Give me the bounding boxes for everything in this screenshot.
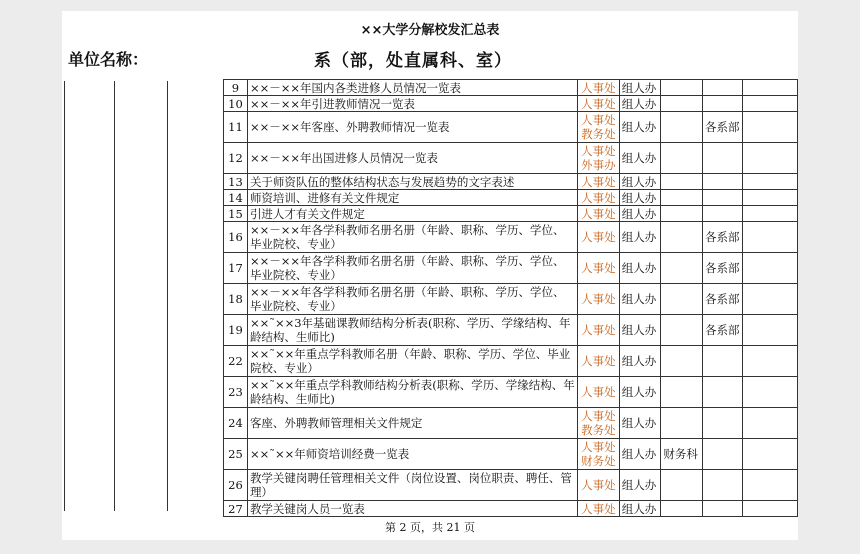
coop-dept: 组人办 <box>619 174 661 190</box>
row-number: 24 <box>224 408 248 439</box>
dept-column-4: 各系部 <box>703 112 743 143</box>
empty-cell <box>742 439 797 470</box>
row-description: ××˜××年师资培训经费一览表 <box>247 439 577 470</box>
row-number: 16 <box>224 222 248 253</box>
coop-dept-2 <box>661 377 703 408</box>
table-row <box>224 501 798 517</box>
row-description: 客座、外聘教师管理相关文件规定 <box>247 408 577 439</box>
row-number: 11 <box>224 112 248 143</box>
table-row <box>224 80 798 96</box>
row-description: ××－××年各学科教师名册名册（年龄、职称、学历、学位、毕业院校、专业） <box>247 284 577 315</box>
dept-column-4 <box>703 470 743 501</box>
row-description: ××˜××3年基础课教师结构分析表(职称、学历、学缘结构、年龄结构、生师比) <box>247 315 577 346</box>
coop-dept-2 <box>661 112 703 143</box>
coop-dept: 组人办 <box>619 253 661 284</box>
responsible-dept: 人事处 <box>578 206 620 222</box>
table-row <box>224 470 798 501</box>
empty-cell <box>742 80 797 96</box>
row-description: ××˜××年重点学科教师结构分析表(职称、学历、学缘结构、年龄结构、生师比) <box>247 377 577 408</box>
coop-dept: 组人办 <box>619 206 661 222</box>
row-number: 13 <box>224 174 248 190</box>
coop-dept-2 <box>661 143 703 174</box>
row-number: 27 <box>224 501 248 517</box>
responsible-dept: 人事处 <box>578 80 620 96</box>
row-number: 19 <box>224 315 248 346</box>
dept-column-4: 各系部 <box>703 315 743 346</box>
row-number: 14 <box>224 190 248 206</box>
coop-dept-2 <box>661 190 703 206</box>
dept-column-4 <box>703 80 743 96</box>
empty-cell <box>742 315 797 346</box>
coop-dept-2 <box>661 501 703 517</box>
row-description: ××－××年客座、外聘教师情况一览表 <box>247 112 577 143</box>
responsible-dept: 人事处 <box>578 174 620 190</box>
document-title: ××大学分解校发汇总表 <box>360 23 500 38</box>
row-number: 23 <box>224 377 248 408</box>
coop-dept-2 <box>661 284 703 315</box>
dept-column-4 <box>703 96 743 112</box>
responsible-dept: 人事处 <box>578 346 620 377</box>
coop-dept: 组人办 <box>619 501 661 517</box>
dept-column-4: 各系部 <box>703 284 743 315</box>
coop-dept: 组人办 <box>619 190 661 206</box>
table-body <box>224 80 798 517</box>
empty-cell <box>742 408 797 439</box>
table-row <box>224 439 798 470</box>
table-row <box>224 377 798 408</box>
coop-dept: 组人办 <box>619 408 661 439</box>
dept-column-4: 各系部 <box>703 253 743 284</box>
responsible-dept: 人事处 财务处 <box>578 439 620 470</box>
responsible-dept: 人事处 <box>578 253 620 284</box>
row-description: ××－××年各学科教师名册名册（年龄、职称、学历、学位、毕业院校、专业） <box>247 222 577 253</box>
row-number: 17 <box>224 253 248 284</box>
grid-line <box>64 81 65 511</box>
dept-column-4 <box>703 408 743 439</box>
summary-table <box>223 79 798 517</box>
row-description: ××˜××年重点学科教师名册（年龄、职称、学历、学位、毕业院校、专业） <box>247 346 577 377</box>
table-row <box>224 315 798 346</box>
empty-cell <box>742 190 797 206</box>
row-number: 10 <box>224 96 248 112</box>
empty-cell <box>742 112 797 143</box>
table-row <box>224 284 798 315</box>
document-page <box>62 11 798 540</box>
table-row <box>224 206 798 222</box>
responsible-dept: 人事处 <box>578 222 620 253</box>
responsible-dept: 人事处 <box>578 284 620 315</box>
coop-dept-2 <box>661 222 703 253</box>
row-number: 22 <box>224 346 248 377</box>
coop-dept-2 <box>661 80 703 96</box>
dept-column-4 <box>703 206 743 222</box>
coop-dept: 组人办 <box>619 112 661 143</box>
table-row <box>224 408 798 439</box>
coop-dept: 组人办 <box>619 80 661 96</box>
coop-dept: 组人办 <box>619 143 661 174</box>
coop-dept-2 <box>661 96 703 112</box>
table-row <box>224 222 798 253</box>
row-number: 15 <box>224 206 248 222</box>
dept-column-4 <box>703 439 743 470</box>
row-description: 引进人才有关文件规定 <box>247 206 577 222</box>
row-description: 教学关键岗人员一览表 <box>247 501 577 517</box>
table-row <box>224 190 798 206</box>
dept-column-4 <box>703 501 743 517</box>
empty-cell <box>742 206 797 222</box>
coop-dept-2 <box>661 206 703 222</box>
empty-cell <box>742 284 797 315</box>
row-number: 12 <box>224 143 248 174</box>
empty-cell <box>742 143 797 174</box>
responsible-dept: 人事处 <box>578 377 620 408</box>
responsible-dept: 人事处 <box>578 315 620 346</box>
responsible-dept: 人事处 <box>578 190 620 206</box>
row-description: 关于师资队伍的整体结构状态与发展趋势的文字表述 <box>247 174 577 190</box>
coop-dept: 组人办 <box>619 346 661 377</box>
empty-cell <box>742 174 797 190</box>
dept-column-4 <box>703 143 743 174</box>
row-description: 师资培训、进修有关文件规定 <box>247 190 577 206</box>
dept-column-4 <box>703 190 743 206</box>
row-number: 25 <box>224 439 248 470</box>
responsible-dept: 人事处 教务处 <box>578 408 620 439</box>
row-description: ××－××年出国进修人员情况一览表 <box>247 143 577 174</box>
coop-dept-2 <box>661 174 703 190</box>
responsible-dept: 人事处 外事办 <box>578 143 620 174</box>
row-description: ××－××年各学科教师名册名册（年龄、职称、学历、学位、毕业院校、专业） <box>247 253 577 284</box>
coop-dept: 组人办 <box>619 439 661 470</box>
table-row <box>224 253 798 284</box>
row-description: ××－××年引进教师情况一览表 <box>247 96 577 112</box>
row-number: 9 <box>224 80 248 96</box>
table-row <box>224 96 798 112</box>
unit-name-label: 单位名称： <box>68 50 149 69</box>
coop-dept: 组人办 <box>619 284 661 315</box>
table-row <box>224 143 798 174</box>
empty-cell <box>742 253 797 284</box>
dept-column-4 <box>703 346 743 377</box>
coop-dept: 组人办 <box>619 222 661 253</box>
empty-cell <box>742 501 797 517</box>
coop-dept-2 <box>661 408 703 439</box>
row-number: 18 <box>224 284 248 315</box>
responsible-dept: 人事处 <box>578 501 620 517</box>
dept-column-4: 各系部 <box>703 222 743 253</box>
row-description: 教学关键岗聘任管理相关文件（岗位设置、岗位职责、聘任、管理） <box>247 470 577 501</box>
coop-dept-2 <box>661 315 703 346</box>
responsible-dept: 人事处 教务处 <box>578 112 620 143</box>
grid-line <box>114 81 115 511</box>
coop-dept-2: 财务科 <box>661 439 703 470</box>
department-name: 系（部，处直属科、室） <box>314 51 512 71</box>
row-description: ××－××年国内各类进修人员情况一览表 <box>247 80 577 96</box>
empty-cell <box>742 377 797 408</box>
grid-line <box>167 81 168 511</box>
table-row <box>224 346 798 377</box>
coop-dept-2 <box>661 346 703 377</box>
table-row <box>224 112 798 143</box>
table-row <box>224 174 798 190</box>
responsible-dept: 人事处 <box>578 96 620 112</box>
coop-dept: 组人办 <box>619 96 661 112</box>
empty-cell <box>742 96 797 112</box>
coop-dept-2 <box>661 470 703 501</box>
coop-dept: 组人办 <box>619 377 661 408</box>
coop-dept: 组人办 <box>619 315 661 346</box>
empty-cell <box>742 222 797 253</box>
empty-cell <box>742 346 797 377</box>
coop-dept-2 <box>661 253 703 284</box>
coop-dept: 组人办 <box>619 470 661 501</box>
empty-cell <box>742 470 797 501</box>
dept-column-4 <box>703 174 743 190</box>
responsible-dept: 人事处 <box>578 470 620 501</box>
row-number: 26 <box>224 470 248 501</box>
page-footer: 第 2 页，共 21 页 <box>385 521 475 534</box>
dept-column-4 <box>703 377 743 408</box>
